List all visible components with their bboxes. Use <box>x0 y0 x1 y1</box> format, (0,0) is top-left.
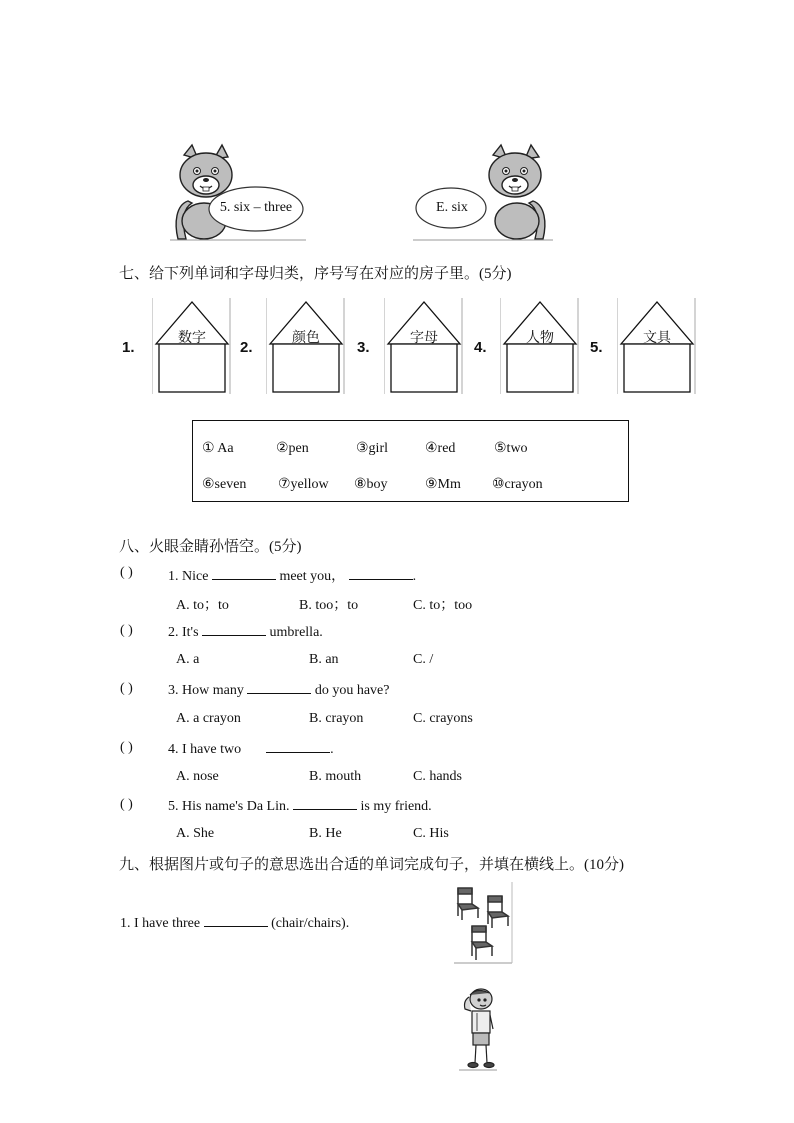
option-c[interactable]: C. His <box>413 826 449 841</box>
question-text: is my friend. <box>360 799 432 814</box>
house-2-number: 2. <box>240 339 253 356</box>
word-item: ⑦yellow <box>278 477 329 492</box>
option-c[interactable]: C. crayons <box>413 711 473 726</box>
house-4-number: 4. <box>474 339 487 356</box>
answer-blank[interactable] <box>247 681 311 694</box>
question-text: 1. Nice <box>168 569 209 584</box>
question-text: meet you， <box>279 569 346 584</box>
option-b[interactable]: B. too；to <box>299 598 359 613</box>
question-3-stem <box>168 681 389 699</box>
answer-blank[interactable] <box>266 740 330 753</box>
question-text: . <box>412 569 417 584</box>
answer-blank[interactable] <box>202 623 266 636</box>
question-1-stem <box>168 565 416 585</box>
question-5-stem <box>168 797 432 815</box>
word-item: ④red <box>425 441 456 456</box>
house-1-number: 1. <box>122 339 135 356</box>
answer-blank[interactable] <box>349 567 413 580</box>
word-bank-box <box>192 420 629 502</box>
question-text: 1. I have three <box>120 916 201 931</box>
cat-label-left: 5. six – three <box>219 200 293 215</box>
house-2 <box>266 298 346 396</box>
question-text: do you have? <box>314 683 390 698</box>
answer-blank[interactable] <box>212 567 276 580</box>
answer-blank[interactable] <box>293 797 357 810</box>
option-a[interactable]: A. a <box>176 652 200 667</box>
chairs-picture <box>450 880 516 966</box>
option-b[interactable]: B. an <box>309 652 339 667</box>
section-8-title: 八、火眼金睛孙悟空。(5分) <box>119 539 302 555</box>
cat-illustration-right <box>413 143 553 243</box>
answer-paren: ( ) <box>120 797 133 812</box>
boy-picture <box>455 985 501 1073</box>
option-a[interactable]: A. to；to <box>176 598 229 613</box>
question-text: 4. I have two <box>168 742 242 757</box>
section-9-question-1 <box>120 914 349 932</box>
house-5-label: 文具 <box>643 330 671 346</box>
question-text: . <box>330 742 334 757</box>
option-a[interactable]: A. She <box>176 826 215 841</box>
house-3 <box>384 298 464 396</box>
answer-paren: ( ) <box>120 623 133 638</box>
house-5-number: 5. <box>590 339 603 356</box>
option-b[interactable]: B. crayon <box>309 711 364 726</box>
option-c[interactable]: C. to；too <box>413 598 473 613</box>
word-item: ②pen <box>276 441 309 456</box>
house-5 <box>617 298 697 396</box>
question-text: 2. It's <box>168 625 199 640</box>
cat-illustration-left <box>170 143 306 243</box>
word-item: ⑥seven <box>202 477 247 492</box>
question-text: 5. His name's Da Lin. <box>168 799 290 814</box>
house-4-label: 人物 <box>526 330 554 346</box>
house-3-number: 3. <box>357 339 370 356</box>
answer-paren: ( ) <box>120 565 133 580</box>
option-c[interactable]: C. hands <box>413 769 462 784</box>
house-1-label: 数字 <box>178 330 206 346</box>
answer-paren: ( ) <box>120 681 133 696</box>
question-text: (chair/chairs). <box>271 916 350 931</box>
question-text: umbrella. <box>269 625 323 640</box>
option-a[interactable]: A. nose <box>176 769 219 784</box>
word-item: ⑤two <box>494 441 528 456</box>
question-text: 3. How many <box>168 683 244 698</box>
question-2-stem <box>168 623 323 641</box>
word-item: ① Aa <box>202 441 234 456</box>
option-b[interactable]: B. mouth <box>309 769 362 784</box>
option-a[interactable]: A. a crayon <box>176 711 241 726</box>
section-9-title: 九、根据图片或句子的意思选出合适的单词完成句子，并填在横线上。(10分) <box>119 857 624 873</box>
answer-paren: ( ) <box>120 740 133 755</box>
house-4 <box>500 298 580 396</box>
house-3-label: 字母 <box>410 330 438 346</box>
word-item: ⑧boy <box>354 477 388 492</box>
option-c[interactable]: C. / <box>413 652 434 667</box>
word-item: ⑩crayon <box>492 477 543 492</box>
cat-label-right: E. six <box>436 200 468 215</box>
house-2-label: 颜色 <box>292 330 320 346</box>
word-item: ⑨Mm <box>425 477 461 492</box>
answer-blank[interactable] <box>204 914 268 927</box>
word-item: ③girl <box>356 441 388 456</box>
question-4-stem <box>168 740 334 758</box>
section-7-title: 七、给下列单词和字母归类，序号写在对应的房子里。(5分) <box>119 266 512 282</box>
house-1 <box>152 298 232 396</box>
option-b[interactable]: B. He <box>309 826 342 841</box>
